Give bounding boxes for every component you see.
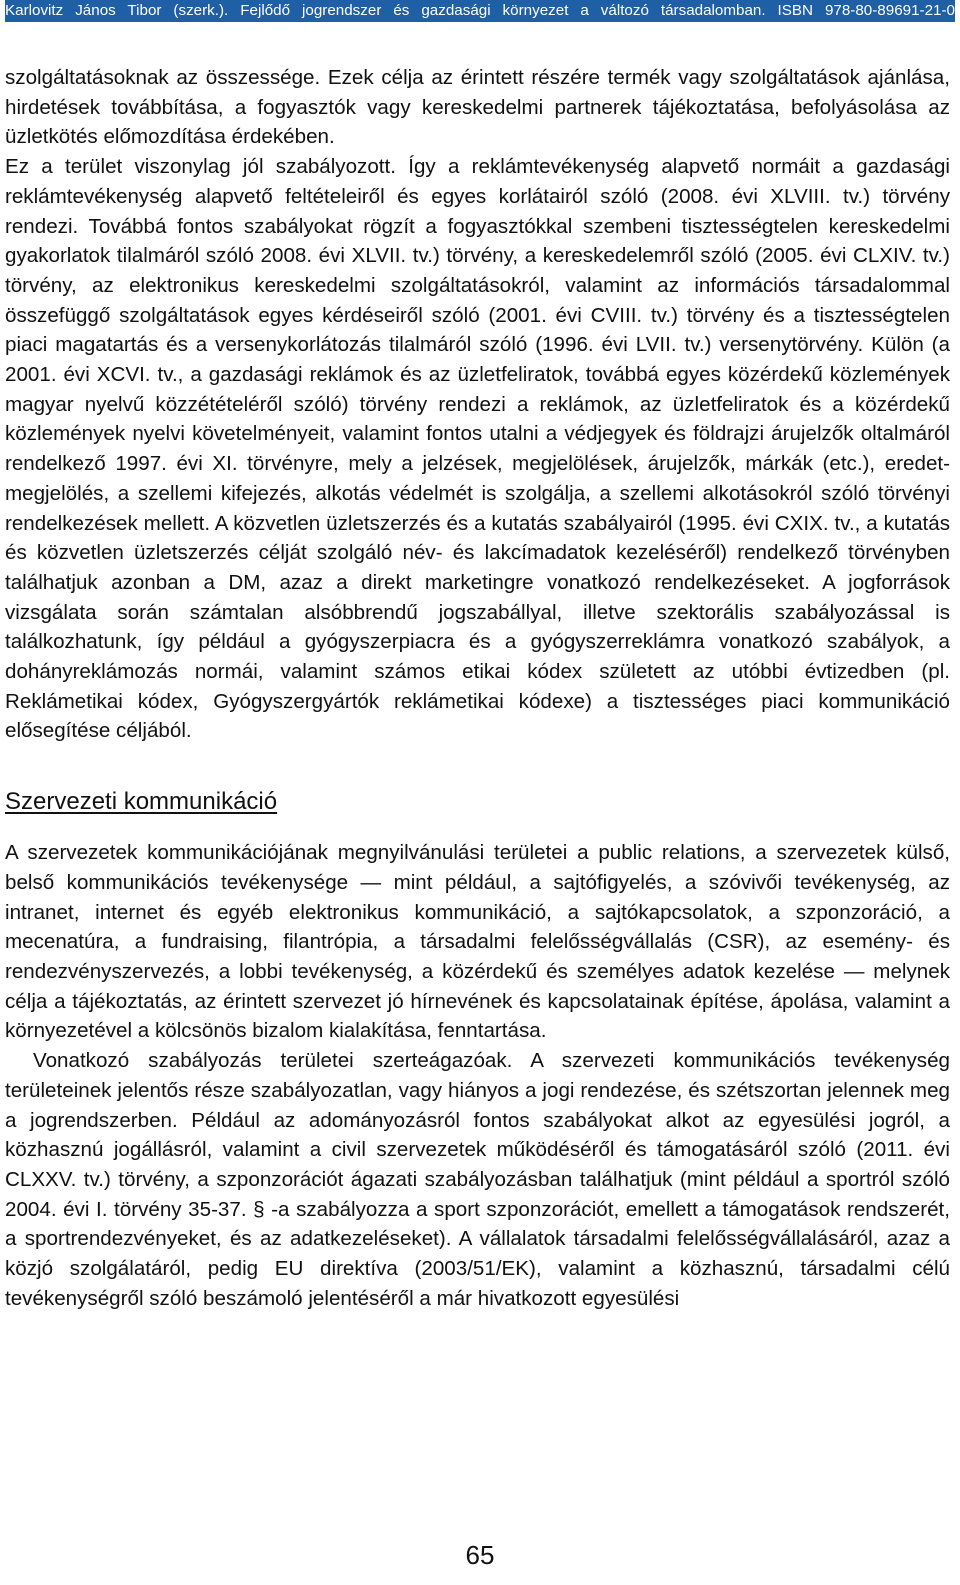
section-title: Szervezeti kommunikáció xyxy=(5,788,278,816)
paragraph-3: A szervezetek kommunikációjának megnyilvánulási területei a public relations, a szervezetek külső, belső kommunikációs tevékenysége — mint például, a sajtófigyelés, a szóvivői tevékenység, az intranet, internet és egyéb elektronikus kommunikáció, a sajtókapcsolatok, a szponzoráció, a mecenatúra, a fundraising, filantrópia, a társadalmi felelősségvállalás (CSR), az esemény- és rendezvényszervezés, a lobbi tevékenység, a közérdekű és személyes adatok kezelése — melynek célja a tájékoztatás, az érintett szervezet jó hírnevének és kapcsolatainak építése, ápolása, valamint a környezetével a kölcsönös bizalom kialakítása, fenntartása. xyxy=(5,841,950,1043)
running-header: Karlovitz János Tibor (szerk.). Fejlődő jogrendszer és gazdasági környezet a változó társadalomban. ISBN 978-80-89691-21-0 xyxy=(5,0,955,22)
page-content xyxy=(5,63,950,1313)
paragraph-2: Ez a terület viszonylag jól szabályozott. Így a reklámtevékenység alapvető normáit a gazdasági reklámtevékenység alapvető feltételeiről és egyes korlátairól szóló (2008. évi XLVIII. tv.) törvény rendezi. Továbbá fontos szabályokat rögzít a fogyasztókkal szembeni tisztességtelen kereskedelmi gyakorlatok tilalmáról szóló 2008. évi XLVII. tv.) törvény, a kereskedelemről szóló (2005. évi CLXIV. tv.) törvény, az elektronikus kereskedelmi szolgáltatásokról, valamint az információs társadalommal összefüggő szolgáltatások egyes kérdéseiről szóló (2001. évi CVIII. tv.) törvény és a tisztességtelen piaci magatartás és a versenykorlátozás tilalmáról szóló (1996. évi LVII. tv.) versenytörvény. Külön (a 2001. évi XCVI. tv., a gazdasági reklámok és az üzletfeliratok, továbbá egyes közérdekű közlemények magyar nyelvű közzétételéről szóló) törvény rendezi a reklámok, az üzletfeliratok és a közérdekű közlemények nyelvi követelményeit, valamint fontos utalni a védjegyek és földrajzi árujelzők oltalmáról rendelkező 1997. évi XI. törvényre, mely a jelzések, megjelölések, árujelzők, márkák (etc.), eredet-megjelölés, a szellemi kifejezés, alkotás védelmét is szolgálja, a szellemi alkotásokról szóló törvényi rendelkezések mellett. A közvetlen üzletszerzés és a kutatás szabályairól (1995. évi CXIX. tv., a kutatás és közvetlen üzletszerzés célját szolgáló név- és lakcímadatok kezeléséről) rendelkező törvényben találhatjuk azonban a DM, azaz a direkt marketingre vonatkozó rendelkezéseket. A jogforrások vizsgálata során számtalan alsóbbrendű jogszabállyal, illetve szektorális szabályozással is találkozhatunk, így például a gyógyszerpiacra és a gyógyszerreklámra vonatkozó szabályok, a dohányreklámozás normái, valamint számos etikai kódex született az utóbbi évtizedben (pl. Reklámetikai kódex, Gyógyszergyártók reklámetikai kódexe) a tisztességes piaci kommunikáció elősegítése céljából. xyxy=(5,155,950,743)
paragraph-4: Vonatkozó szabályozás területei szerteágazóak. A szervezeti kommunikációs tevékenység területeinek jelentős része szabályozatlan, vagy hiányos a jogi rendezése, és szétszortan jelennek meg a jogrendszerben. Például az adományozásról fontos szabályokat alkot az egyesülési jogról, a közhasznú jogállásról, valamint a civil szervezetek működéséről és támogatásáról szóló (2011. évi CLXXV. tv.) törvény, a szponzorációt ágazati szabályozásban találhatjuk (mint például a sportról szóló 2004. évi I. törvény 35-37. § -a szabályozza a sport szponzorációt, emellett a támogatások rendszerét, a sportrendezvényeket, és az adatkezeléseket). A vállalatok társadalmi felelősségvállalásáról, azaz a közjó szolgálatáról, pedig EU direktíva (2003/51/EK), valamint a közhasznú, társadalmi célú tevékenységről szóló beszámoló jelentéséről a már hivatkozott egyesülési xyxy=(5,1049,950,1310)
page-number: 65 xyxy=(465,1540,495,1570)
paragraph-1: szolgáltatásoknak az összessége. Ezek célja az érintett részére termék vagy szolgáltatások ajánlása, hirdetések továbbítása, a fogyasztók vagy kereskedelmi partnerek tájékoztatása, befolyásolása az üzletkötés előmozdítása érdekében. xyxy=(5,66,950,149)
